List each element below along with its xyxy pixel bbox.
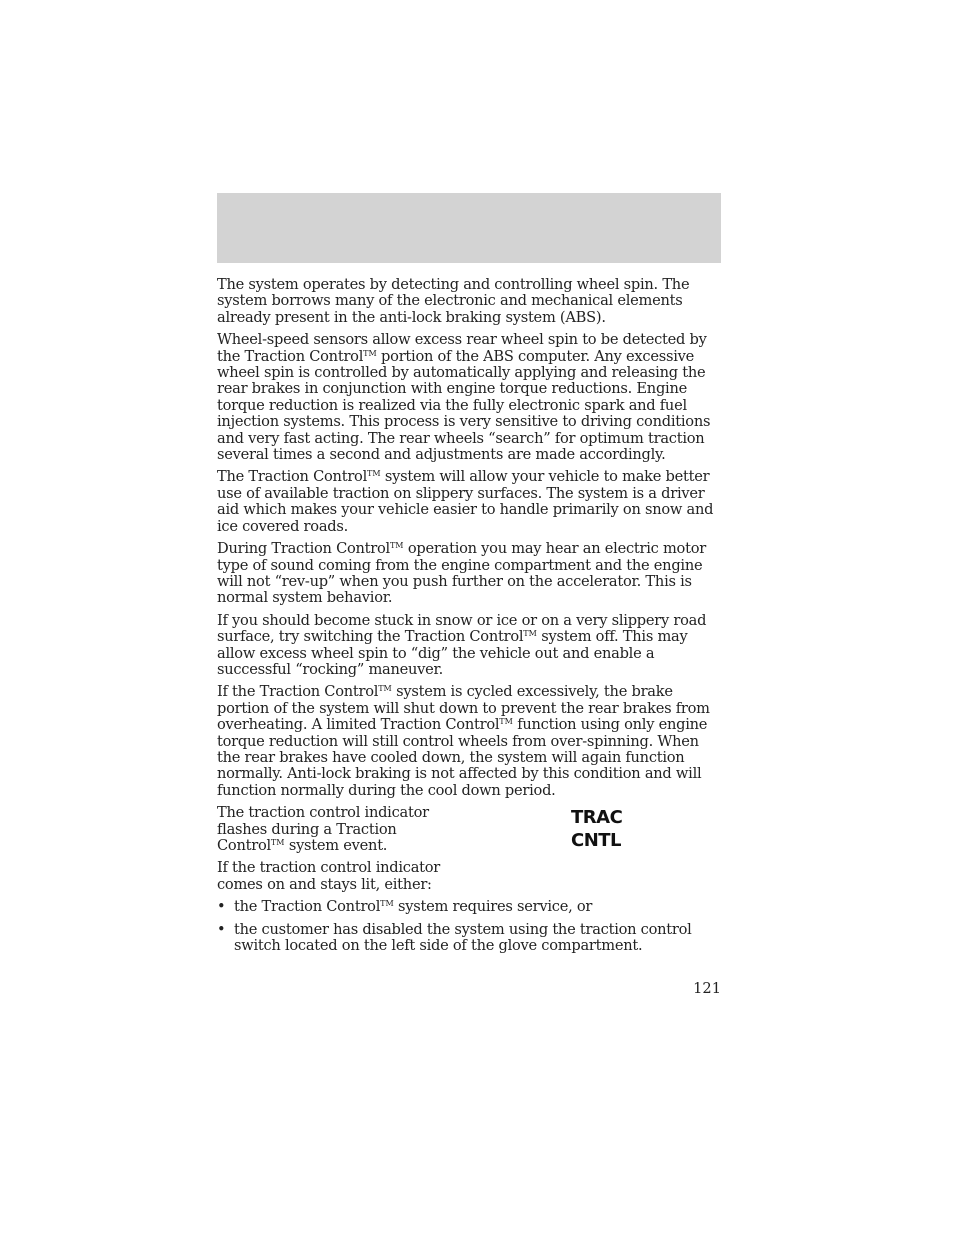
paragraph-motor-sound: During Traction Control™ operation you may hear an electric motor type of sound coming from the engine compartment and the engine will not “rev-up” when you push further on the accelerator. This is normal system behavior. <box>217 540 706 607</box>
paragraph-indicator-flashes: The traction control indicator flashes during a Traction Control™ system event. <box>217 804 429 854</box>
trademark-mark: TM <box>523 629 537 639</box>
trademark-mark: TM <box>363 348 377 358</box>
paragraph-available-traction: The Traction Control™ system will allow your vehicle to make better use of available traction on slippery surfaces. The system is a driver aid which makes your vehicle easier to handle primarily on snow and ice covered roads. <box>217 468 714 535</box>
trademark-mark: TM <box>378 684 392 694</box>
trademark-mark: TM <box>367 469 381 479</box>
list-item: • the customer has disabled the system using the traction control switch located on the left side of the glove compartment. <box>217 920 692 955</box>
paragraph-system-operation: The system operates by detecting and controlling wheel spin. The system borrows many of the electronic and mechanical elements already present in the anti-lock braking system (ABS). <box>217 276 690 326</box>
section-header-band <box>217 193 721 263</box>
indicator-block <box>217 805 721 893</box>
paragraph-indicator-stays-lit: If the traction control indicator comes on and stays lit, either: <box>217 859 441 893</box>
bullet-icon: • <box>217 920 226 938</box>
page-number: 121 <box>693 980 721 997</box>
paragraph-stuck-in-snow: If you should become stuck in snow or ice or on a very slippery road surface, try switching the Traction Control™ system off. This may allow excess wheel spin to “dig” the vehicle out and enable a successful “rocking” maneuver. <box>217 611 707 678</box>
page-body <box>217 277 721 960</box>
bullet-list <box>217 899 721 954</box>
trademark-mark: TM <box>389 541 404 551</box>
paragraph-wheel-speed-sensors: Wheel-speed sensors allow excess rear wheel spin to be detected by the Traction Control™ portion of the ABS computer. Any excessive wheel spin is controlled by automatically applying and releasing the rear brakes in conjunction with engine torque reductions. Engine torque reduction is realized via the fully electronic spark and fuel injection systems. This process is very sensitive to driving conditions and very fast acting. The rear wheels “search” for optimum traction several times a second and adjustments are made accordingly. <box>217 331 711 464</box>
indicator-label-line1: TRAC <box>571 807 623 829</box>
bullet-icon: • <box>217 898 226 916</box>
indicator-label-line2: CNTL <box>571 830 622 852</box>
paragraph-cycled-excessively: If the Traction Control™ system is cycled excessively, the brake portion of the system will shut down to prevent the rear brakes from overheating. A limited Traction Control™ function using only engine torque reduction will still control wheels from over-spinning. When the rear brakes have cooled down, the system will again function normally. Anti-lock braking is not affected by this condition and will function normally during the cool down period. <box>217 683 710 799</box>
trademark-mark: TM <box>380 899 394 909</box>
trademark-mark: TM <box>499 717 513 727</box>
trac-cntl-indicator-label <box>571 806 622 852</box>
list-item: • the Traction Control™ system requires service, or <box>217 898 593 916</box>
trademark-mark: TM <box>270 838 285 847</box>
